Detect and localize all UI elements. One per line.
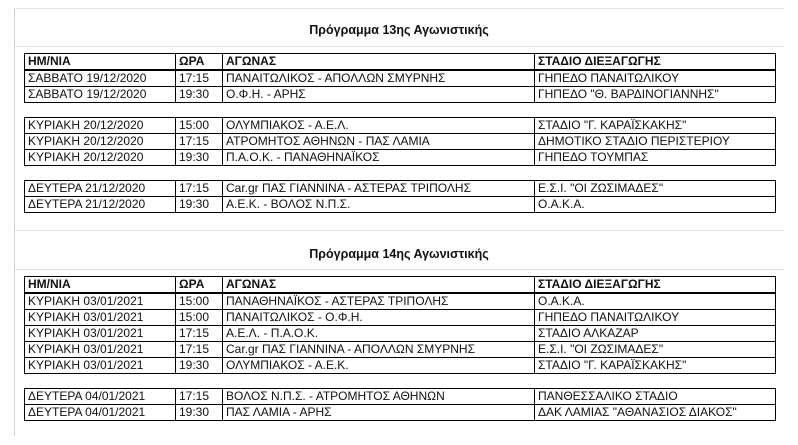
cell-match[interactable]: Α.Ε.Κ. - ΒΟΛΟΣ Ν.Π.Σ. [223,197,535,213]
cell-stadium[interactable]: ΓΗΠΕΔΟ ΠΑΝΑΙΤΩΛΙΚΟΥ [535,70,776,87]
cell-time[interactable]: 19:30 [176,405,223,421]
cell-match[interactable]: ΠΑΣ ΛΑΜΙΑ - ΑΡΗΣ [223,405,535,421]
cell-match[interactable]: ΠΑΝΑΙΤΩΛΙΚΟΣ - Ο.Φ.Η. [223,310,535,326]
cell-time[interactable]: 17:15 [176,326,223,342]
cell-stadium[interactable]: ΔΗΜΟΤΙΚΟ ΣΤΑΔΙΟ ΠΕΡΙΣΤΕΡΙΟΥ [535,134,776,150]
table-row [25,342,776,358]
round-14-table [24,276,776,421]
cell-match[interactable]: Car.gr ΠΑΣ ΓΙΑΝΝΙΝΑ - ΑΠΟΛΛΩΝ ΣΜΥΡΝΗΣ [223,342,535,358]
cell-stadium[interactable]: ΓΗΠΕΔΟ ΤΟΥΜΠΑΣ [535,150,776,166]
cell-time[interactable]: 17:15 [176,342,223,358]
table-row [25,181,776,197]
cell-match[interactable]: Car.gr ΠΑΣ ΓΙΑΝΝΙΝΑ - ΑΣΤΕΡΑΣ ΤΡΙΠΟΛΗΣ [223,181,535,197]
cell-stadium[interactable]: ΓΗΠΕΔΟ "Θ. ΒΑΡΔΙΝΟΓΙΑΝΝΗΣ" [535,87,776,103]
cell-date[interactable]: ΚΥΡΙΑΚΗ 20/12/2020 [25,118,176,134]
table-row [25,405,776,421]
cell-match[interactable]: Α.Ε.Λ. - Π.Α.Ο.Κ. [223,326,535,342]
cell-match[interactable]: ΠΑΝΑΘΗΝΑΪΚΟΣ - ΑΣΤΕΡΑΣ ΤΡΙΠΟΛΗΣ [223,293,535,310]
cell-stadium[interactable]: Ο.Α.Κ.Α. [535,293,776,310]
cell-date[interactable]: ΔΕΥΤΕΡΑ 04/01/2021 [25,389,176,405]
cell-date[interactable]: ΔΕΥΤΕΡΑ 21/12/2020 [25,181,176,197]
header-match[interactable]: ΑΓΩΝΑΣ [223,54,535,71]
table-row [25,197,776,213]
cell-stadium[interactable]: ΣΤΑΔΙΟ "Γ. ΚΑΡΑΪΣΚΑΚΗΣ" [535,118,776,134]
cell-match[interactable]: Π.Α.Ο.Κ. - ΠΑΝΑΘΗΝΑΪΚΟΣ [223,150,535,166]
cell-time[interactable]: 17:15 [176,389,223,405]
cell-stadium[interactable]: ΣΤΑΔΙΟ "Γ. ΚΑΡΑΪΣΚΑΚΗΣ" [535,358,776,374]
header-date[interactable]: ΗΜ/ΝΙΑ [25,277,176,294]
cell-date[interactable]: ΚΥΡΙΑΚΗ 03/01/2021 [25,293,176,310]
cell-match[interactable]: ΑΤΡΟΜΗΤΟΣ ΑΘΗΝΩΝ - ΠΑΣ ΛΑΜΙΑ [223,134,535,150]
cell-time[interactable]: 19:30 [176,87,223,103]
cell-date[interactable]: ΚΥΡΙΑΚΗ 20/12/2020 [25,134,176,150]
round-13-table [24,53,776,213]
header-date[interactable]: ΗΜ/ΝΙΑ [25,54,176,71]
spacer-row [25,103,776,118]
gridline [14,230,784,231]
table-row [25,310,776,326]
cell-time[interactable]: 19:30 [176,197,223,213]
cell-time[interactable]: 15:00 [176,310,223,326]
gridline [14,8,784,9]
table-row [25,358,776,374]
cell-date[interactable]: ΚΥΡΙΑΚΗ 03/01/2021 [25,342,176,358]
table-row [25,87,776,103]
spacer-row [25,374,776,389]
cell-time[interactable]: 19:30 [176,358,223,374]
cell-date[interactable]: ΔΕΥΤΕΡΑ 04/01/2021 [25,405,176,421]
cell-time[interactable]: 17:15 [176,134,223,150]
round-13-title: Πρόγραμμα 13ης Αγωνιστικής [309,23,489,37]
table-row [25,150,776,166]
cell-date[interactable]: ΚΥΡΙΑΚΗ 20/12/2020 [25,150,176,166]
cell-time[interactable]: 15:00 [176,118,223,134]
header-stadium[interactable]: ΣΤΑΔΙΟ ΔΙΕΞΑΓΩΓΗΣ [535,277,776,294]
table-row [25,70,776,87]
gridline [14,46,784,47]
gridline [14,269,784,270]
cell-match[interactable]: ΟΛΥΜΠΙΑΚΟΣ - Α.Ε.Λ. [223,118,535,134]
header-match[interactable]: ΑΓΩΝΑΣ [223,277,535,294]
cell-date[interactable]: ΣΑΒΒΑΤΟ 19/12/2020 [25,70,176,87]
cell-time[interactable]: 15:00 [176,293,223,310]
cell-stadium[interactable]: ΣΤΑΔΙΟ ΑΛΚΑΖΑΡ [535,326,776,342]
spacer-row [25,166,776,181]
cell-date[interactable]: ΣΑΒΒΑΤΟ 19/12/2020 [25,87,176,103]
table-header-row [25,54,776,71]
cell-stadium[interactable]: ΠΑΝΘΕΣΣΑΛΙΚΟ ΣΤΑΔΙΟ [535,389,776,405]
header-time[interactable]: ΩΡΑ [176,54,223,71]
cell-match[interactable]: ΒΟΛΟΣ Ν.Π.Σ. - ΑΤΡΟΜΗΤΟΣ ΑΘΗΝΩΝ [223,389,535,405]
cell-stadium[interactable]: ΓΗΠΕΔΟ ΠΑΝΑΙΤΩΛΙΚΟΥ [535,310,776,326]
cell-time[interactable]: 17:15 [176,181,223,197]
cell-date[interactable]: ΚΥΡΙΑΚΗ 03/01/2021 [25,326,176,342]
table-row [25,118,776,134]
table-row [25,293,776,310]
header-stadium[interactable]: ΣΤΑΔΙΟ ΔΙΕΞΑΓΩΓΗΣ [535,54,776,71]
cell-stadium[interactable]: Ε.Σ.Ι. "ΟΙ ΖΩΣΙΜΑΔΕΣ" [535,181,776,197]
cell-date[interactable]: ΔΕΥΤΕΡΑ 21/12/2020 [25,197,176,213]
cell-match[interactable]: ΠΑΝΑΙΤΩΛΙΚΟΣ - ΑΠΟΛΛΩΝ ΣΜΥΡΝΗΣ [223,70,535,87]
cell-time[interactable]: 17:15 [176,70,223,87]
cell-match[interactable]: ΟΛΥΜΠΙΑΚΟΣ - Α.Ε.Κ. [223,358,535,374]
table-row [25,326,776,342]
cell-stadium[interactable]: Ο.Α.Κ.Α. [535,197,776,213]
table-header-row [25,277,776,294]
table-row [25,134,776,150]
round-14-title: Πρόγραμμα 14ης Αγωνιστικής [309,247,489,261]
cell-date[interactable]: ΚΥΡΙΑΚΗ 03/01/2021 [25,310,176,326]
header-time[interactable]: ΩΡΑ [176,277,223,294]
cell-time[interactable]: 19:30 [176,150,223,166]
cell-stadium[interactable]: ΔΑΚ ΛΑΜΙΑΣ "ΑΘΑΝΑΣΙΟΣ ΔΙΑΚΟΣ" [535,405,776,421]
table-row [25,389,776,405]
cell-date[interactable]: ΚΥΡΙΑΚΗ 03/01/2021 [25,358,176,374]
cell-match[interactable]: Ο.Φ.Η. - ΑΡΗΣ [223,87,535,103]
cell-stadium[interactable]: Ε.Σ.Ι. "ΟΙ ΖΩΣΙΜΑΔΕΣ" [535,342,776,358]
